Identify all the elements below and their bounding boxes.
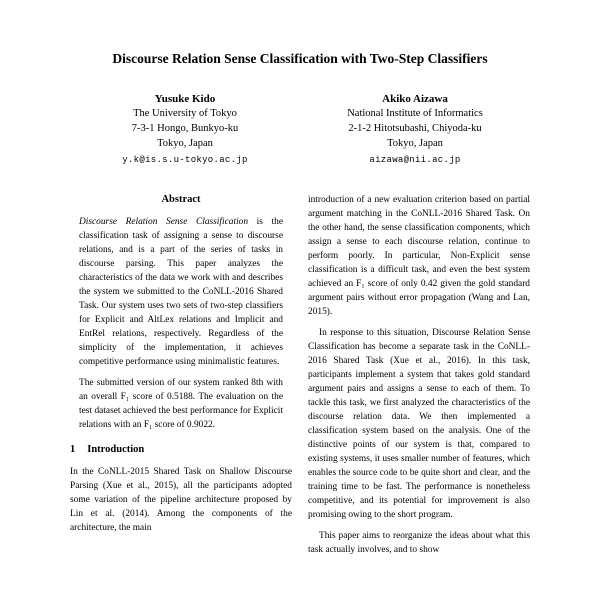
author-affiliation: The University of Tokyo <box>133 108 237 120</box>
rightcol-paragraph-3: This paper aims to reorganize the ideas about what this task actually involves, and to show <box>308 530 530 555</box>
section-1-heading <box>70 443 292 457</box>
author-name: Akiko Aizawa <box>382 92 448 105</box>
rightcol-paragraph-2: In response to this situation, Discourse Relation Sense Classification has become a separate task in the CoNLL-2016 Shared Task (Xue et al., 2016). In this task, participants implement a system that takes gold standard argument pairs and assigns a sense to each of them. To tackle this task, we first analyzed the characteristics of the discourse relation data. We then implemented a classification system based on the analysis. One of the distinctive points of our system is that, compared to existing systems, it uses smaller number of features, which enables the source code to be quite short and clear, and the training time to be fast. The performance is nonetheless competitive, and its potential for improvement is also promising owing to the short program. <box>308 327 530 520</box>
section-number: 1 <box>70 443 76 455</box>
abstract-paragraph-1 <box>79 215 283 369</box>
author-address: 7-3-1 Hongo, Bunkyo-ku <box>131 123 239 135</box>
author-email: aizawa@nii.ac.jp <box>369 154 461 165</box>
abstract-heading: Abstract <box>161 193 201 205</box>
right-column <box>308 193 530 564</box>
author-address: 2-1-2 Hitotsubashi, Chiyoda-ku <box>348 123 482 135</box>
abstract-section <box>70 193 292 432</box>
author-affiliation: National Institute of Informatics <box>347 108 483 120</box>
intro-paragraph-1: In the CoNLL-2015 Shared Task on Shallow Discourse Parsing (Xue et al., 2015), all the participants adopted some variation of the pipeline architecture proposed by Lin et al. (2014). Among the components of the architecture, the main <box>70 466 292 533</box>
author-1 <box>70 92 300 167</box>
author-name: Yusuke Kido <box>154 92 216 105</box>
left-column <box>70 193 292 564</box>
author-city: Tokyo, Japan <box>157 137 213 149</box>
rightcol-paragraph-1: introduction of a new evaluation criterion based on partial argument matching in the CoNLL-2016 Shared Task. On the other hand, the sense classification components, which assign a sense to each discourse relation, continue to perform poorly. In particular, Non-Explicit sense classification is a difficult task, and even the best system achieved an F₁ score of only 0.42 given the gold standard argument pairs without error propagation (Wang and Lan, 2015). <box>308 194 530 317</box>
author-city: Tokyo, Japan <box>387 137 443 149</box>
paper-title: Discourse Relation Sense Classification with Two-Step Classifiers <box>112 51 488 66</box>
abstract-paragraph-1-rest: is the classification task of assigning a sense to discourse relations, and is a part of the series of tasks in discourse parsing. This paper analyzes the characteristics of the data we work with and describes the system we submitted to the CoNLL-2016 Shared Task. Our system uses two sets of two-step classifiers for Explicit and AltLex relations and Implicit and EntRel relations, respectively. Regardless of the simplicity of the implementation, it achieves competitive performance using minimalistic features. <box>79 216 283 367</box>
abstract-paragraph-2: The submitted version of our system ranked 8th with an overall F₁ score of 0.5188. The evaluation on the test dataset achieved the best performance for Explicit relations with an F₁ score of 0.9022. <box>79 377 283 430</box>
section-title: Introduction <box>87 443 145 455</box>
authors-block <box>70 92 530 167</box>
author-2 <box>300 92 530 167</box>
two-column-body <box>70 193 530 564</box>
abstract-italic-lead: Discourse Relation Sense Classification <box>79 216 249 227</box>
author-email: y.k@is.s.u-tokyo.ac.jp <box>122 154 248 165</box>
